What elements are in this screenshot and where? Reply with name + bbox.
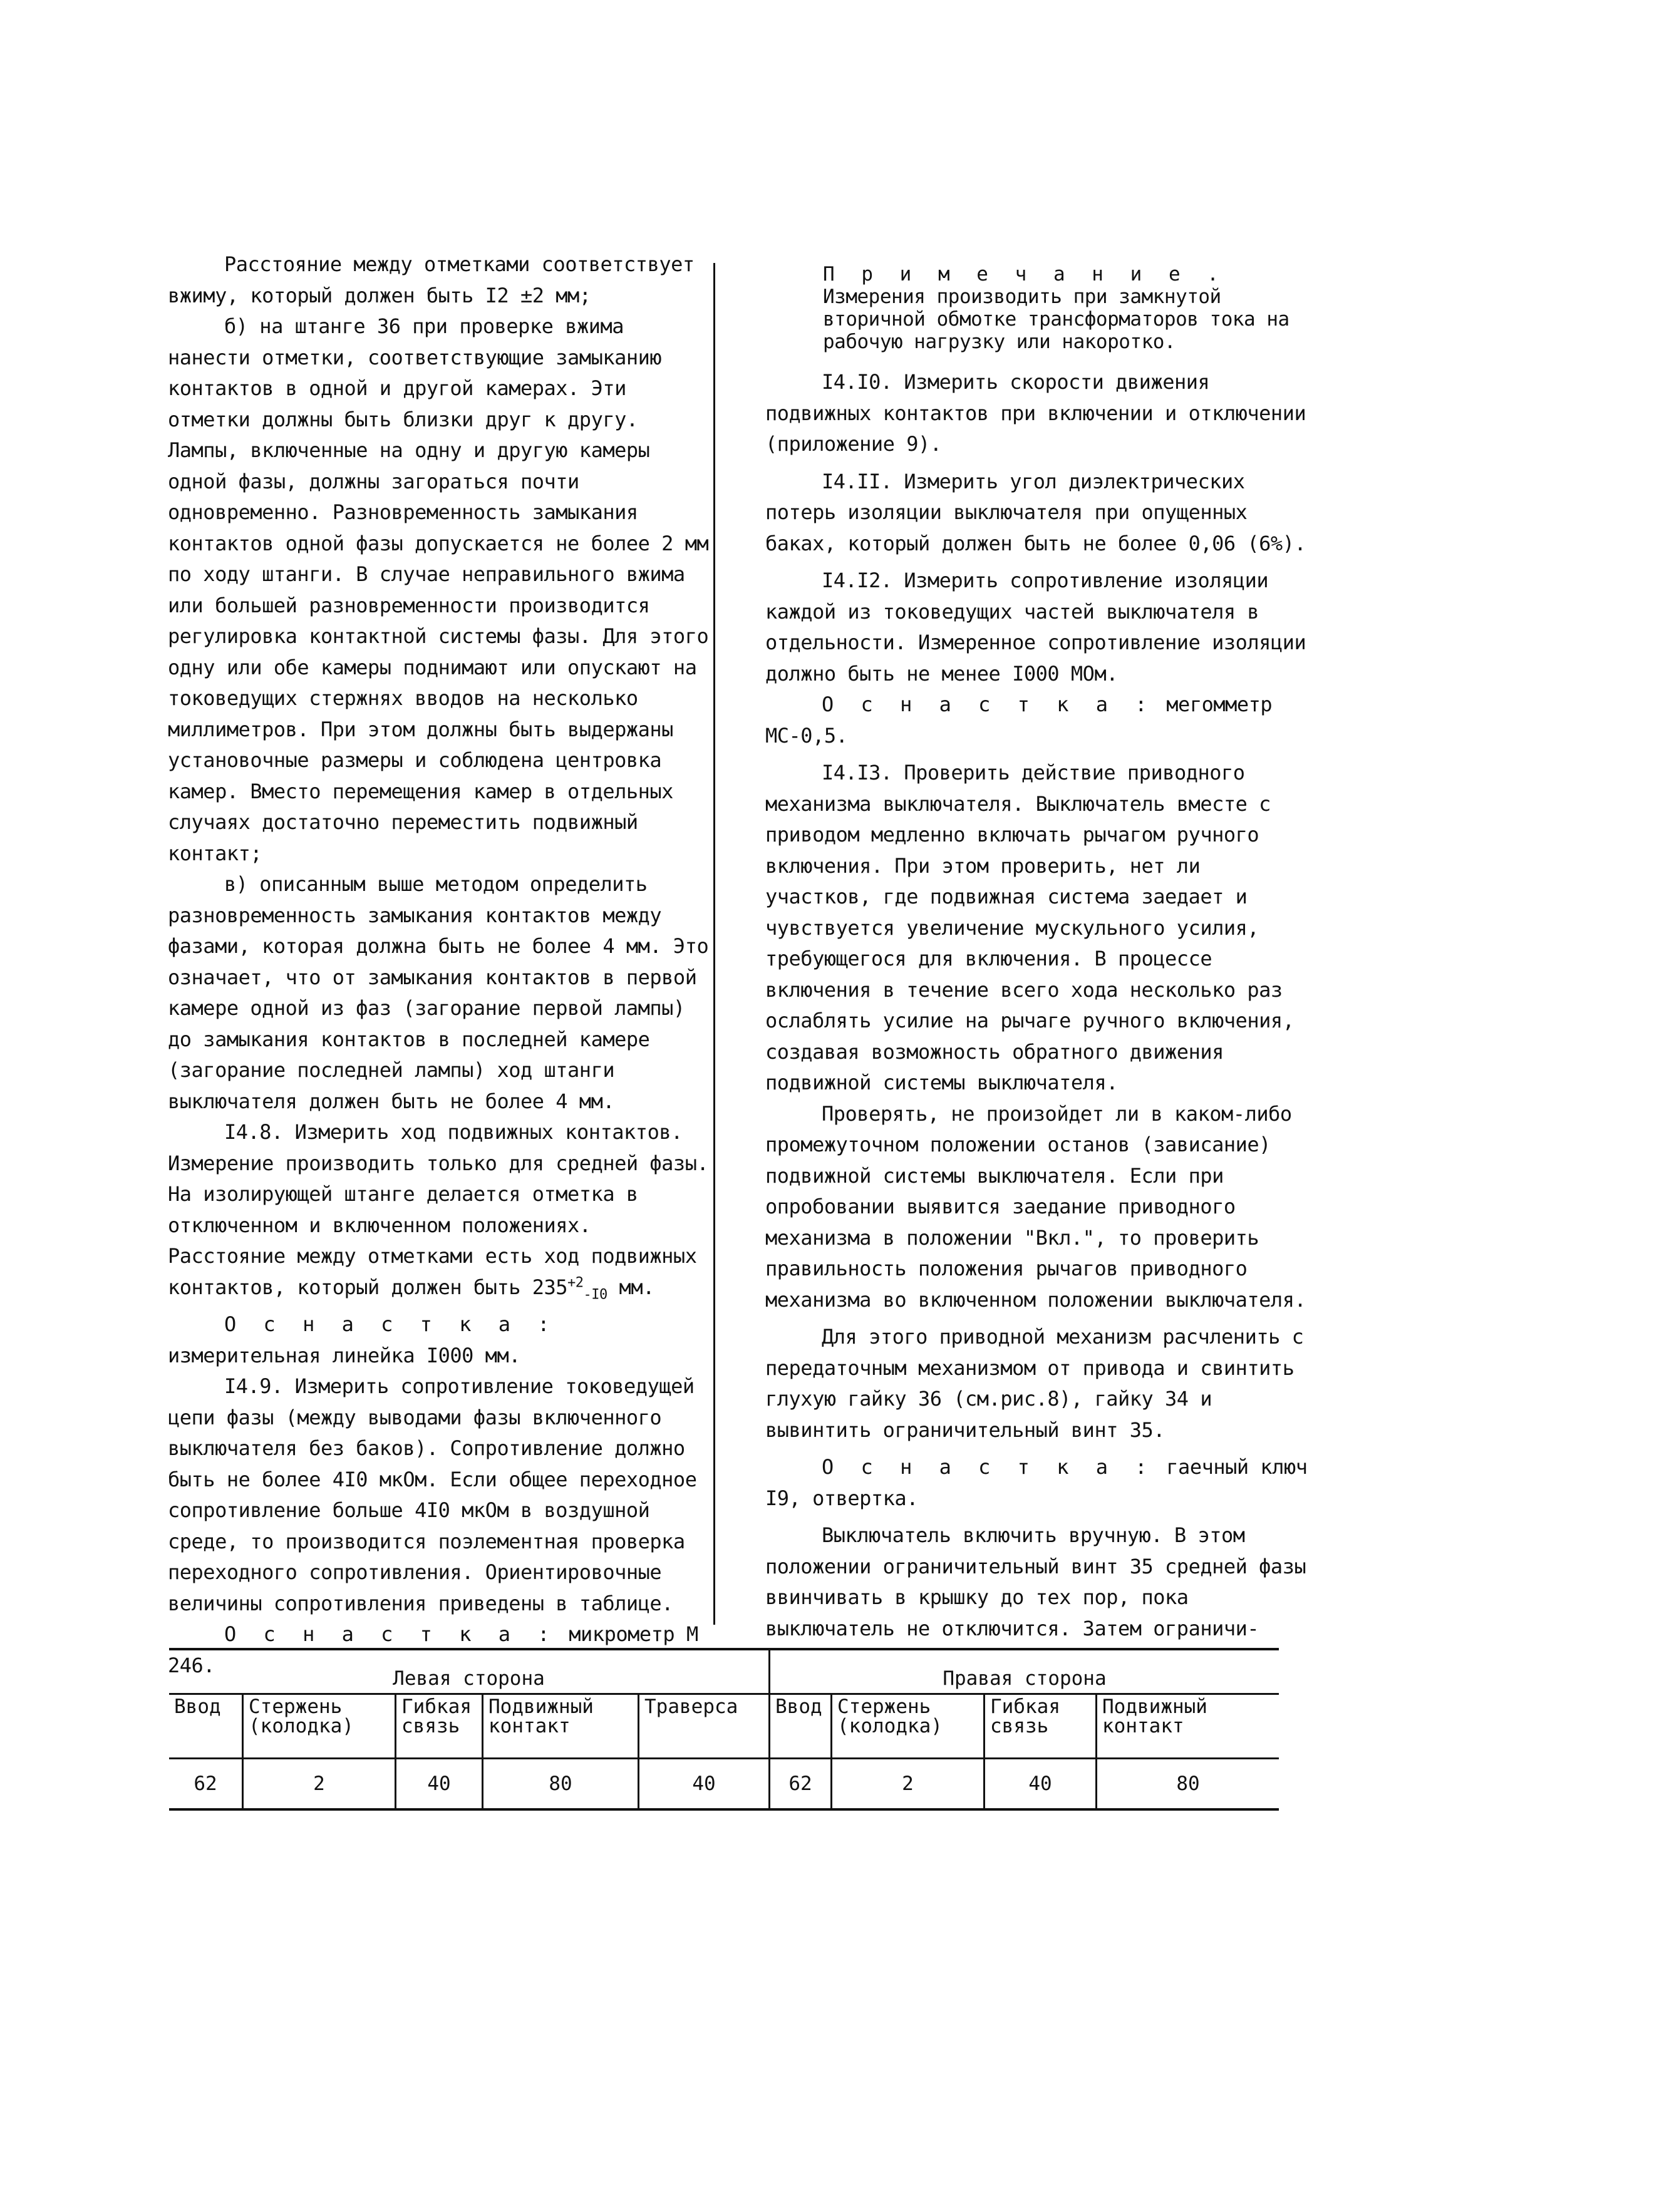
equipment-line [168, 1309, 711, 1371]
equipment-label: О с н а с т к а : [822, 692, 1155, 716]
table-header-cell: Подвижный контакт [1097, 1694, 1279, 1759]
equipment-text: микрометр М 246. [168, 1622, 698, 1677]
paragraph: Для этого приводной механизм расчленить с передаточным механизмом от привода и свинтить глухую гайку 36 (см.рис.8), гайку 34 и вывинтить ограничительный винт 35. [765, 1325, 1304, 1442]
table-cell: 80 [1097, 1759, 1279, 1810]
stroke-value [567, 1274, 607, 1302]
table-cell: 40 [984, 1759, 1097, 1810]
table-header-cell: Стержень (колодка) [832, 1694, 984, 1759]
note [765, 263, 1311, 353]
paragraph: б) на штанге 36 при проверке вжима нанести отметки, соответствующие замыканию контактов в одной и другой камерах. Эти отметки должны быть близки друг к другу. Лампы, включенные на одну и другую камеры одной фазы, должны загораться почти одновременно. Разновременность замыкания контактов одной фазы допускается не более 2 мм по ходу штанги. В случае неправильного вжима или большей разновременности производится регулировка контактной системы фазы. Для этого одну или обе камеры поднимают или опускают на токоведущих стержнях вводов на несколько миллиметров. При этом должны быть выдержаны установочные размеры и соблюдена центровка камер. Вместо перемещения камер в отдельных случаях достаточно переместить подвижный контакт; [168, 314, 709, 865]
equipment-text: гаечный ключ I9, отвертка. [765, 1455, 1308, 1510]
stroke-tolerance-lower: -I0 [583, 1286, 607, 1302]
equipment-line [765, 689, 1311, 751]
equipment-text: мегомметр МС-0,5. [765, 692, 1273, 748]
resistance-table [169, 1648, 1279, 1811]
paragraph: Расстояние между отметками соответствует вжиму, который должен быть I2 ±2 мм; [168, 252, 695, 307]
table-header-row [169, 1694, 1279, 1759]
table-header-cell: Траверса [639, 1694, 770, 1759]
left-column [168, 249, 711, 1681]
right-side-header: Правая сторона [770, 1649, 1279, 1694]
table-cell: 62 [169, 1759, 243, 1810]
paragraph-stroke [168, 1117, 711, 1303]
table-header-cell: Стержень (колодка) [243, 1694, 396, 1759]
table-cell: 80 [483, 1759, 639, 1810]
equipment-line [765, 1452, 1311, 1514]
equipment-label: О с н а с т к а : [224, 1622, 557, 1646]
paragraph: I4.II. Измерить угол диэлектрических потерь изоляции выключателя при опущенных баках, который должен быть не более 0,06 (6%). [765, 469, 1306, 555]
equipment-text: измерительная линейка I000 мм. [168, 1343, 520, 1367]
column-divider [713, 263, 715, 1625]
paragraph: I4.I2. Измерить сопротивление изоляции каждой из токоведущих частей выключателя в отдельности. Измеренное сопротивление изоляции должно быть не менее I000 МОм. [765, 568, 1306, 686]
table-cell: 2 [832, 1759, 984, 1810]
paragraph: Проверять, не произойдет ли в каком-либо промежуточном положении останов (зависание) подвижной системы выключателя. Если при опробовании выявится заедание приводного механизма в положении "Вкл.", то проверить правильность положения рычагов приводного механизма во включенном положении выключателя. [765, 1101, 1306, 1312]
stroke-unit: мм. [607, 1275, 654, 1299]
left-side-header: Левая сторона [169, 1649, 770, 1694]
table-cell: 62 [770, 1759, 832, 1810]
table-header-cell: Гибкая связь [396, 1694, 483, 1759]
table-row [169, 1759, 1279, 1810]
paragraph-text: I4.8. Измерить ход подвижных контактов. Измерение производить только для средней фазы. На изолирующей штанге делается отметка в отключенном и включенном положениях. Расстояние между отметками есть ход подвижных контактов, который должен быть 235 [168, 1120, 709, 1299]
table-header-cell: Ввод [770, 1694, 832, 1759]
paragraph: в) описанным выше методом определить разновременность замыкания контактов между фазами, которая должна быть не более 4 мм. Это означает, что от замыкания контактов в первой камере одной из фаз (загорание первой лампы) до замыкания контактов в последней камере (загорание последней лампы) ход штанги выключателя должен быть не более 4 мм. [168, 872, 709, 1113]
paragraph: Выключатель включить вручную. В этом положении ограничительный винт 35 средней фазы ввинчивать в крышку до тех пор, пока выключатель не отключится. Затем ограничи- [765, 1523, 1306, 1640]
note-text: Измерения производить при замкнутой вторичной обмотке трансформаторов тока на рабочую нагрузку или накоротко. [823, 286, 1289, 353]
right-column [765, 263, 1311, 1644]
paragraph: I4.I3. Проверить действие приводного механизма выключателя. Выключатель вместе с приводом медленно включать рычагом ручного включения. При этом проверить, нет ли участков, где подвижная система заедает и чувствуется увеличение мускульного усилия, требующегося для включения. В процессе включения в течение всего хода несколько раз ослаблять усилие на рычаге ручного включения, создавая возможность обратного движения подвижной системы выключателя. [765, 761, 1295, 1094]
table-cell: 2 [243, 1759, 396, 1810]
equipment-label: О с н а с т к а : [822, 1455, 1155, 1479]
table-header-cell: Ввод [169, 1694, 243, 1759]
stroke-tolerance-upper: +2 [567, 1274, 584, 1290]
note-label: П р и м е ч а н и е . [823, 263, 1226, 286]
table-header-cell: Подвижный контакт [483, 1694, 639, 1759]
table-cell: 40 [639, 1759, 770, 1810]
table-cell: 40 [396, 1759, 483, 1810]
table-side-header-row [169, 1649, 1279, 1694]
paragraph: I4.9. Измерить сопротивление токоведущей цепи фазы (между выводами фазы включенного выключателя без баков). Сопротивление должно быть не более 4I0 мкОм. Если общее переходное сопротивление больше 4I0 мкОм в воздушной среде, то производится поэлементная проверка переходного сопротивления. Ориентировочные величины сопротивления приведены в таблице. [168, 1374, 697, 1615]
equipment-label: О с н а с т к а : [224, 1312, 557, 1336]
table-header-cell: Гибкая связь [984, 1694, 1097, 1759]
paragraph: I4.I0. Измерить скорости движения подвижных контактов при включении и отключении (приложение 9). [765, 370, 1306, 456]
